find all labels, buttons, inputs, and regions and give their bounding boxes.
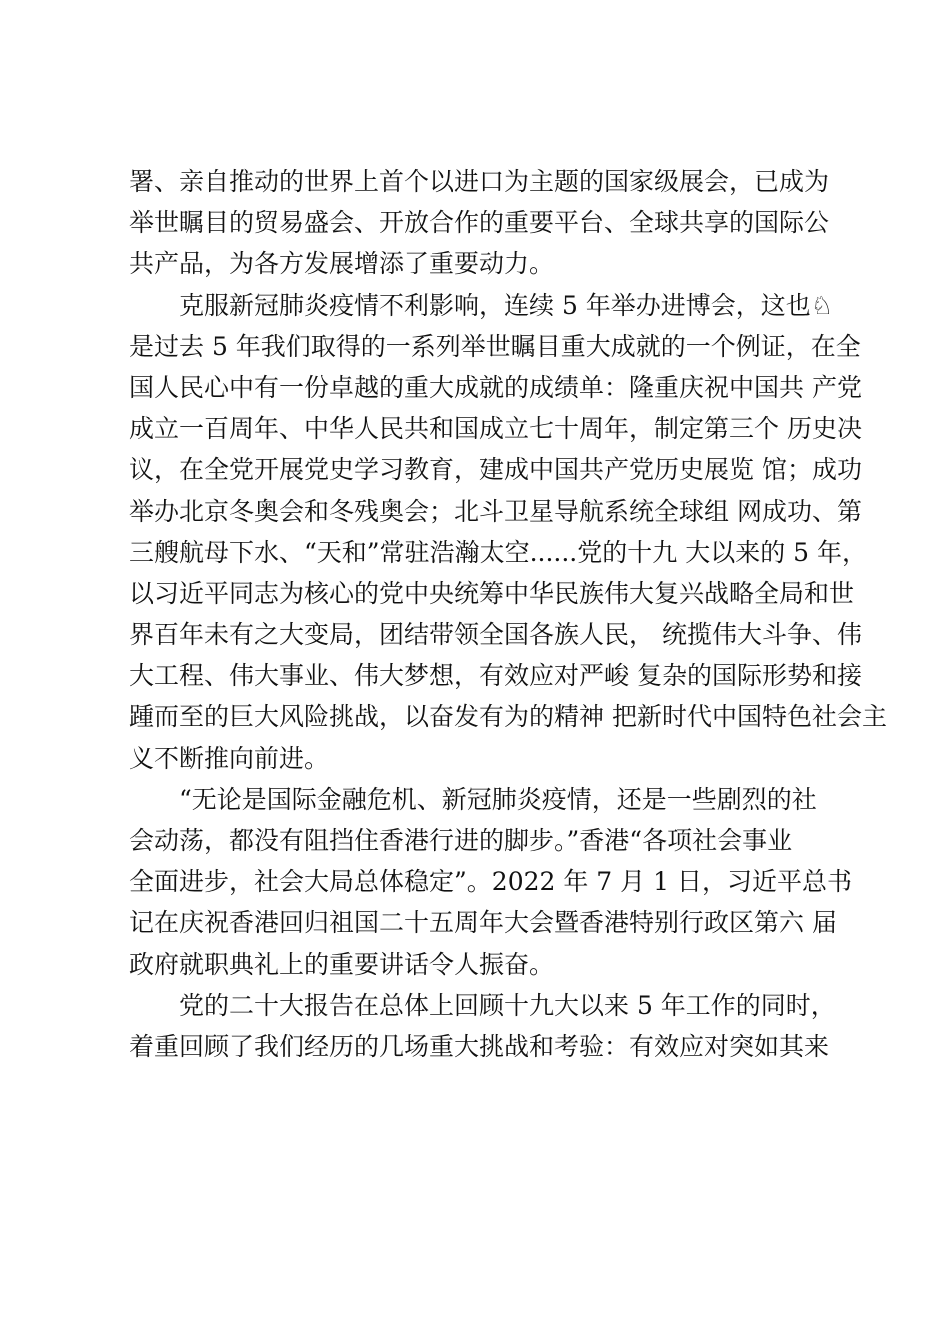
paragraph-4 [129, 985, 859, 1067]
text-line: 共产品，为各方发展增添了重要动力。 [129, 249, 555, 279]
text-line: 党的二十大报告在总体上回顾十九大以来 5 年工作的同时， [129, 990, 836, 1020]
text-line: 记在庆祝香港回归祖国二十五周年大会暨香港特别行政区第六 届 [129, 908, 837, 938]
text-line: 全面进步，社会大局总体稳定”。2022 年 7 月 1 日，习近平总书 [129, 867, 852, 897]
body-text [129, 161, 887, 1067]
text-line: 三艘航母下水、“天和”常驻浩瀚太空......党的十九 大以来的 5 年， [129, 537, 867, 567]
text-line: 大工程、伟大事业、伟大梦想，有效应对严峻 复杂的国际形势和接 [129, 661, 862, 691]
paragraph-3 [129, 779, 859, 985]
text-line: “无论是国际金融危机、新冠肺炎疫情，还是一些剧烈的社 [129, 784, 817, 814]
text-line: 克服新冠肺炎疫情不利影响，连续 5 年举办进博会，这也♘ [129, 290, 834, 320]
text-line: 界百年未有之大变局，团结带领全国各族人民， 统揽伟大斗争、伟 [129, 620, 862, 650]
text-line: 会动荡，都没有阻挡住香港行进的脚步。”香港“各项社会事业 [129, 826, 793, 855]
paragraph-1 [129, 161, 859, 285]
text-line: 以习近平同志为核心的党中央统筹中华民族伟大复兴战略全局和世 [129, 578, 855, 608]
text-line: 政府就职典礼上的重要讲话令人振奋。 [129, 949, 555, 979]
text-line: 是过去 5 年我们取得的一系列举世瞩目重大成就的一个例证，在全 [129, 331, 861, 361]
text-line: 成立一百周年、中华人民共和国成立七十周年，制定第三个 历史决 [129, 414, 862, 444]
text-line: 义不断推向前进。 [129, 743, 330, 773]
paragraph-2 [129, 285, 887, 779]
text-line: 国人民心中有一份卓越的重大成就的成绩单：隆重庆祝中国共 产党 [129, 372, 862, 402]
text-line: 举办北京冬奥会和冬残奥会；北斗卫星导航系统全球组 网成功、第 [129, 496, 862, 526]
text-line: 举世瞩目的贸易盛会、开放合作的重要平台、全球共享的国际公 [129, 208, 830, 238]
text-line: 议，在全党开展党史学习教育，建成中国共产党历史展览 馆；成功 [129, 455, 862, 485]
text-line: 署、亲自推动的世界上首个以进口为主题的国家级展会，已成为 [129, 167, 830, 196]
text-line: 踵而至的巨大风险挑战，以奋发有为的精神 把新时代中国特色社会主 [129, 702, 887, 732]
text-line: 着重回顾了我们经历的几场重大挑战和考验：有效应对突如其来 [129, 1031, 830, 1061]
